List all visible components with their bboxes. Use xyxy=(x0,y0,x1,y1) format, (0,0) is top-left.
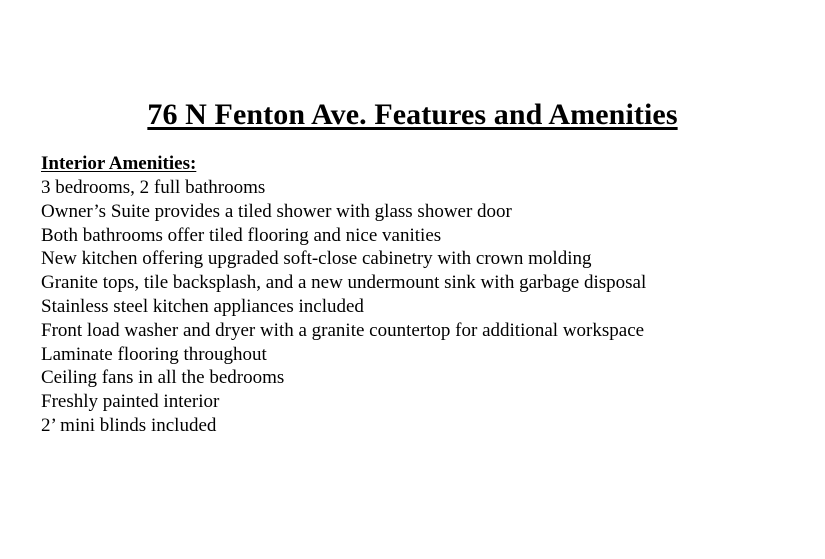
section-heading-interior-amenities: Interior Amenities: xyxy=(41,153,197,174)
amenity-line: Granite tops, tile backsplash, and a new undermount sink with garbage disposal xyxy=(41,272,647,294)
amenity-line: 3 bedrooms, 2 full bathrooms xyxy=(41,177,266,198)
amenity-line: Ceiling fans in all the bedrooms xyxy=(41,367,285,389)
amenity-line: 2’ mini blinds included xyxy=(41,414,217,436)
amenity-line: New kitchen offering upgraded soft-close cabinetry with crown molding xyxy=(41,248,592,270)
amenity-line: Both bathrooms offer tiled flooring and nice vanities xyxy=(41,224,442,246)
amenity-line: Freshly painted interior xyxy=(41,391,220,413)
interior-amenities-section xyxy=(41,152,781,438)
amenity-line: Owner’s Suite provides a tiled shower with glass shower door xyxy=(41,200,512,222)
amenity-line: Front load washer and dryer with a granite countertop for additional workspace xyxy=(41,319,645,341)
page-title-text: 76 N Fenton Ave. Features and Amenities xyxy=(147,98,678,132)
amenity-line: Stainless steel kitchen appliances included xyxy=(41,295,364,317)
amenity-line: Laminate flooring throughout xyxy=(41,343,267,365)
page-title xyxy=(0,98,825,132)
